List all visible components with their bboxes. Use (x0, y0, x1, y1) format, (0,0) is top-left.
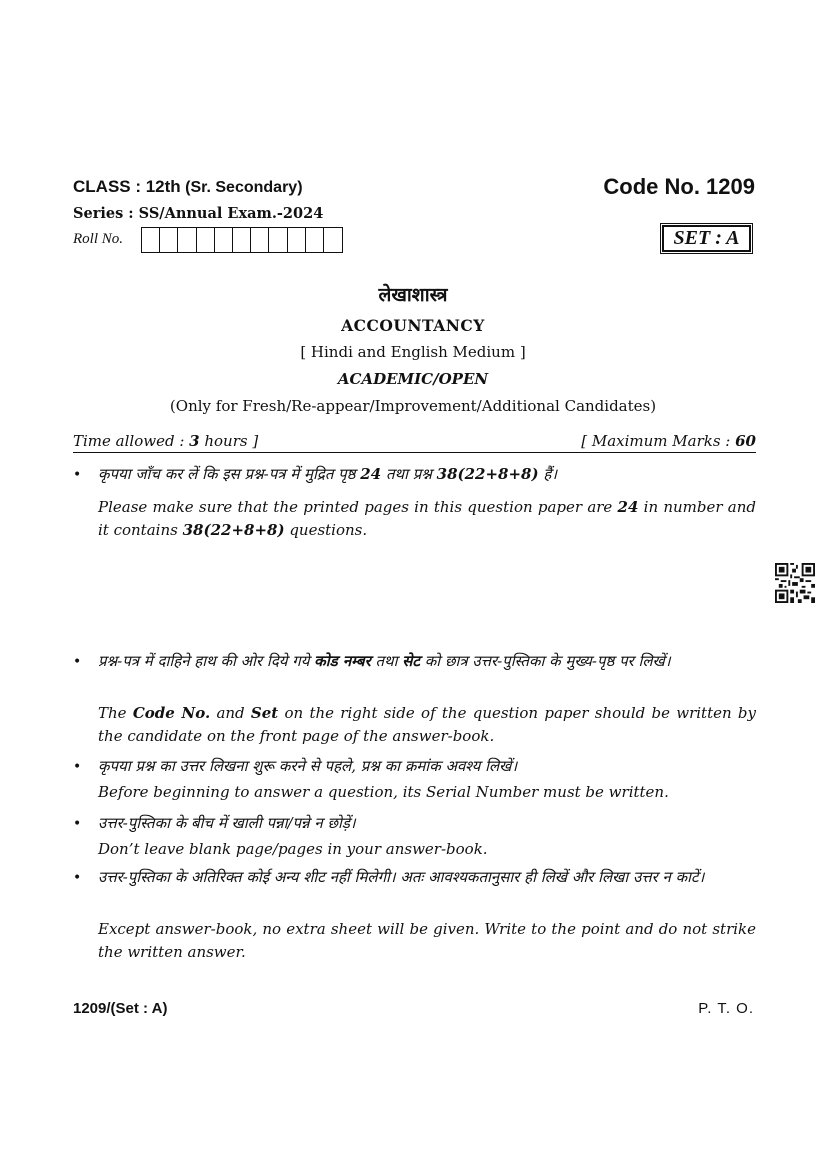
instruction-2-hindi: प्रश्न-पत्र में दाहिने हाथ की ओर दिये गये कोड नम्बर तथा सेट को छात्र उत्तर-पुस्तिका के मुख्य-पृष्ठ पर लिखें। (98, 652, 671, 670)
instruction-1-english: Please make sure that the printed pages in this question paper are 24 in number and it contains 38(22+8+8) questions. (98, 498, 756, 539)
instruction-1-hindi: कृपया जाँच कर लें कि इस प्रश्न-पत्र में मुद्रित पृष्ठ 24 तथा प्रश्न 38(22+8+8) हैं। (98, 465, 558, 483)
set-badge: SET : A (662, 225, 751, 252)
instruction-5-english: Except answer-book, no extra sheet will be given. Write to the point and do not strike the written answer. (98, 920, 756, 961)
roll-no-box[interactable] (142, 228, 160, 252)
instruction-3-hindi: कृपया प्रश्न का उत्तर लिखना शुरू करने से पहले, प्रश्न का क्रमांक अवश्य लिखें। (98, 757, 518, 775)
marks-value: 60 (735, 432, 756, 450)
class-suffix: (Sr. Secondary) (185, 179, 303, 196)
bullet-icon: • (73, 816, 82, 832)
subject-title: ACCOUNTANCY (341, 316, 485, 335)
bullet-icon: • (73, 759, 82, 775)
instruction-4-english: Don’t leave blank page/pages in your answer-book. (98, 840, 488, 858)
roll-no-box[interactable] (197, 228, 215, 252)
roll-no-box[interactable] (178, 228, 196, 252)
instruction-2-english: The Code No. and Set on the right side of the question paper should be written by the candidate on the front page of the answer-book. (98, 704, 756, 745)
class-text: CLASS : 12th (73, 177, 181, 196)
roll-no-box[interactable] (306, 228, 324, 252)
roll-no-box[interactable] (324, 228, 342, 252)
footer-code: 1209/(Set : A) (73, 1000, 168, 1017)
hindi-title: लेखाशास्त्र (378, 284, 448, 306)
bullet-icon: • (73, 870, 82, 886)
roll-no-boxes[interactable] (141, 227, 343, 253)
time-marks-row (73, 432, 756, 453)
medium-note: [ Hindi and English Medium ] (300, 343, 526, 361)
bullet-icon: • (73, 467, 82, 483)
time-allowed: Time allowed : 3 hours ] (73, 432, 259, 450)
roll-no-box[interactable] (160, 228, 178, 252)
code-number: Code No. 1209 (603, 174, 755, 199)
roll-no-box[interactable] (251, 228, 269, 252)
candidates-note: (Only for Fresh/Re-appear/Improvement/Additional Candidates) (169, 397, 657, 415)
qr-code-icon (775, 563, 815, 603)
academic-label: ACADEMIC/OPEN (337, 370, 489, 388)
instruction-5-hindi: उत्तर-पुस्तिका के अतिरिक्त कोई अन्य शीट नहीं मिलेगी। अतः आवश्यकतानुसार ही लिखें और लिखा उत्तर न काटें। (98, 868, 705, 886)
instruction-3-english: Before beginning to answer a question, its Serial Number must be written. (98, 783, 669, 801)
footer-pto: P. T. O. (698, 1000, 754, 1017)
maximum-marks: [ Maximum Marks : 60 (581, 432, 756, 450)
roll-no-box[interactable] (233, 228, 251, 252)
class-label (73, 177, 303, 197)
bullet-icon: • (73, 654, 82, 670)
series-label: Series : SS/Annual Exam.-2024 (73, 205, 324, 222)
roll-no-box[interactable] (288, 228, 306, 252)
roll-no-box[interactable] (215, 228, 233, 252)
roll-no-box[interactable] (269, 228, 287, 252)
roll-no-label: Roll No. (73, 231, 124, 247)
instruction-4-hindi: उत्तर-पुस्तिका के बीच में खाली पन्ना/पन्ने न छोड़ें। (98, 814, 356, 832)
time-value: 3 (189, 432, 200, 450)
